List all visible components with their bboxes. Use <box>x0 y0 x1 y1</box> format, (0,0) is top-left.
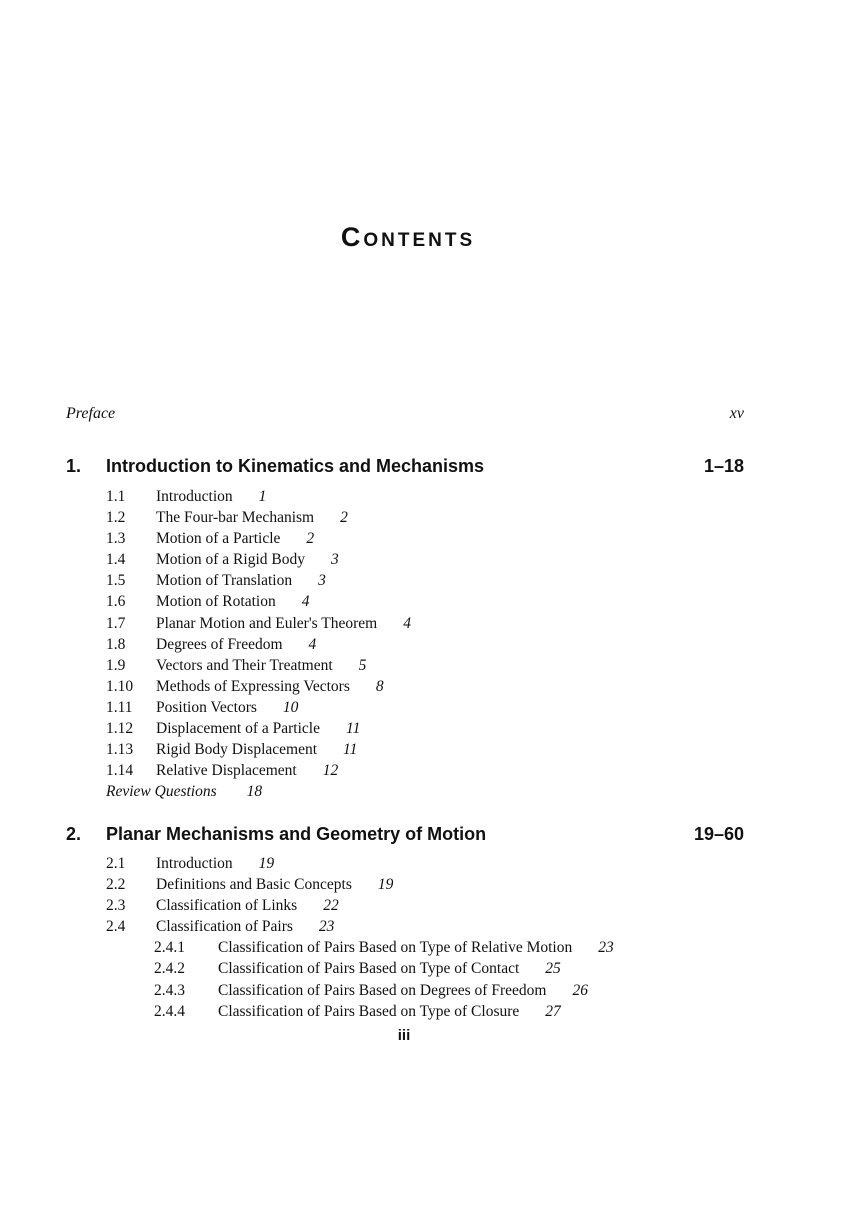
preface-label: Preface <box>66 405 116 422</box>
section-title: Position Vectors <box>156 698 257 716</box>
section-number: 1.12 <box>106 720 134 738</box>
section-number: 2.4 <box>106 918 126 936</box>
toc-subentry[interactable] <box>106 958 614 979</box>
chapter-title: Planar Mechanisms and Geometry of Motion <box>106 824 487 844</box>
subsection-number: 2.4.3 <box>154 981 185 999</box>
section-title: Introduction <box>156 855 233 872</box>
section-page: 2 <box>340 509 348 527</box>
subsection-number: 2.4.4 <box>154 1002 185 1020</box>
section-number: 1.5 <box>106 572 126 590</box>
toc-entry[interactable] <box>106 655 411 676</box>
section-page: 23 <box>318 918 335 936</box>
section-title: Motion of Rotation <box>156 593 276 611</box>
toc-entry[interactable] <box>106 760 411 781</box>
subsection-page: 25 <box>545 960 561 978</box>
page-title: Contents <box>340 222 476 252</box>
toc-subentry[interactable] <box>106 1001 614 1022</box>
section-number: 1.7 <box>106 614 126 632</box>
section-title: Introduction <box>156 488 233 505</box>
section-page: 19 <box>258 855 275 872</box>
subsection-title: Classification of Pairs Based on Type of Relative Motion <box>218 939 573 957</box>
section-page: 1 <box>258 488 267 505</box>
section-number: 1.9 <box>106 656 126 674</box>
section-number: 1.1 <box>106 488 126 505</box>
section-title: Vectors and Their Treatment <box>156 656 333 674</box>
section-title: Definitions and Basic Concepts <box>156 876 352 894</box>
section-number: 1.6 <box>106 593 126 611</box>
toc-entry[interactable] <box>106 528 411 549</box>
section-title: Methods of Expressing Vectors <box>156 677 350 695</box>
section-page: 3 <box>330 551 339 569</box>
section-title: Rigid Body Displacement <box>156 741 318 759</box>
review-page: 18 <box>246 783 263 801</box>
chapter-title: Introduction to Kinematics and Mechanisms <box>106 456 485 476</box>
toc-entry[interactable] <box>106 570 411 591</box>
section-number: 1.8 <box>106 635 126 653</box>
section-page: 10 <box>282 698 299 716</box>
section-page: 5 <box>358 656 367 674</box>
toc-entry[interactable] <box>106 853 614 874</box>
section-page: 11 <box>343 741 358 759</box>
toc-entry[interactable] <box>106 634 411 655</box>
section-title: Motion of Translation <box>156 572 293 590</box>
section-number: 2.2 <box>106 876 126 894</box>
section-number: 1.10 <box>106 677 134 695</box>
subsection-page: 23 <box>598 939 614 957</box>
section-number: 2.3 <box>106 897 126 915</box>
chapter-1-heading[interactable] <box>66 456 744 477</box>
section-page: 4 <box>301 593 310 611</box>
toc-entry[interactable] <box>106 613 411 634</box>
section-number: 1.11 <box>106 698 133 716</box>
chapter-2-sections <box>106 853 614 1022</box>
section-number: 1.14 <box>106 762 134 780</box>
section-page: 8 <box>375 677 384 695</box>
chapter-pages: 1–18 <box>703 456 744 476</box>
section-number: 2.1 <box>106 855 126 872</box>
section-page: 4 <box>403 614 411 632</box>
page-number: iii <box>397 1027 411 1044</box>
preface-entry[interactable] <box>66 405 744 423</box>
subsection-title: Classification of Pairs Based on Type of Contact <box>218 960 520 978</box>
chapter-1-sections <box>106 486 411 802</box>
toc-subentry[interactable] <box>106 937 614 958</box>
section-title: Relative Displacement <box>156 762 297 780</box>
section-title: Motion of a Rigid Body <box>156 551 305 569</box>
section-number: 1.13 <box>106 741 134 759</box>
section-title: Planar Motion and Euler's Theorem <box>156 614 378 632</box>
section-title: Classification of Links <box>156 897 298 915</box>
toc-entry[interactable] <box>106 739 411 760</box>
chapter-pages: 19–60 <box>693 824 744 844</box>
toc-entry[interactable] <box>106 507 411 528</box>
section-page: 2 <box>306 530 315 548</box>
toc-entry[interactable] <box>106 718 411 739</box>
review-questions-entry[interactable] <box>106 781 411 802</box>
toc-entry[interactable] <box>106 549 411 570</box>
chapter-number: 2. <box>66 824 82 844</box>
section-title: Motion of a Particle <box>156 530 281 548</box>
review-label: Review Questions <box>106 783 217 801</box>
toc-entry[interactable] <box>106 676 411 697</box>
section-page: 4 <box>308 635 317 653</box>
toc-entry[interactable] <box>106 697 411 718</box>
section-page: 12 <box>322 762 339 780</box>
toc-entry[interactable] <box>106 486 411 507</box>
preface-page: xv <box>729 405 744 422</box>
toc-entry[interactable] <box>106 874 614 895</box>
subsection-number: 2.4.1 <box>154 939 185 957</box>
chapter-2-heading[interactable] <box>66 824 744 845</box>
section-title: Degrees of Freedom <box>156 635 283 653</box>
chapter-number: 1. <box>66 456 82 476</box>
section-page: 3 <box>318 572 326 590</box>
section-number: 1.3 <box>106 530 126 548</box>
section-number: 1.4 <box>106 551 126 569</box>
subsection-title: Classification of Pairs Based on Type of Closure <box>218 1002 520 1020</box>
section-page: 19 <box>377 876 394 894</box>
subsection-page: 26 <box>572 981 588 999</box>
toc-entry[interactable] <box>106 591 411 612</box>
section-title: Classification of Pairs <box>156 918 293 936</box>
toc-entry[interactable] <box>106 916 614 937</box>
section-title: Displacement of a Particle <box>156 720 320 738</box>
subsection-number: 2.4.2 <box>154 960 185 978</box>
toc-entry[interactable] <box>106 895 614 916</box>
subsection-page: 27 <box>545 1002 561 1020</box>
section-page: 11 <box>345 720 361 738</box>
toc-subentry[interactable] <box>106 980 614 1001</box>
section-number: 1.2 <box>106 509 126 527</box>
section-title: The Four-bar Mechanism <box>156 509 315 527</box>
section-page: 22 <box>323 897 339 915</box>
subsection-title: Classification of Pairs Based on Degrees of Freedom <box>218 981 547 999</box>
